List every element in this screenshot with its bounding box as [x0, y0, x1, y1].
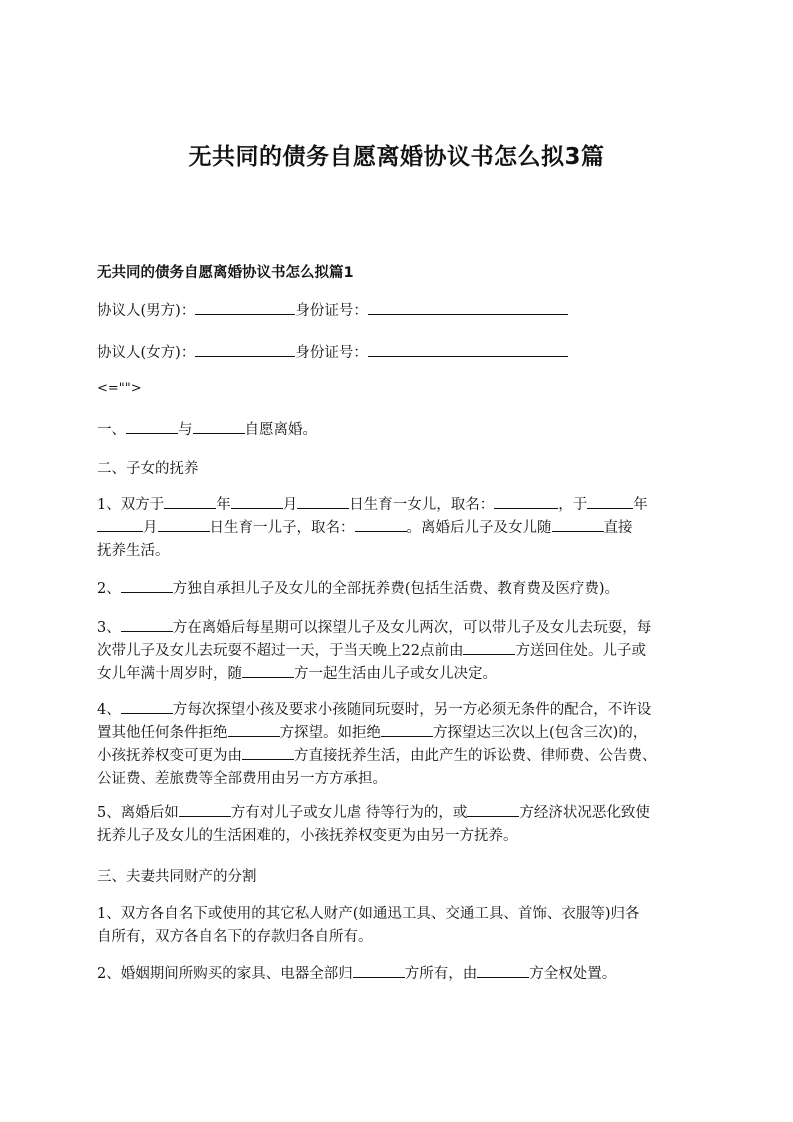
blank	[381, 735, 433, 737]
text: 方所有，由	[404, 966, 478, 982]
text: 方每次探望小孩及要求小孩随同玩耍时，另一方必须无条件的配合，不许设	[172, 702, 652, 718]
text: 方一起生活由儿子或女儿决定。	[294, 666, 497, 682]
blank	[126, 432, 178, 434]
blank	[552, 530, 604, 532]
blank	[228, 735, 280, 737]
blank	[477, 976, 529, 978]
line	[97, 663, 709, 686]
male-id-blank	[368, 313, 568, 315]
clause-2-5	[97, 802, 709, 848]
stray-markup: <="">	[97, 381, 142, 396]
blank	[587, 507, 633, 509]
line	[97, 617, 709, 640]
text: 3、	[97, 620, 121, 636]
text: 置其他任何条件拒绝	[97, 725, 228, 741]
text: 。离婚后儿子及女儿随	[406, 520, 552, 536]
blank	[179, 815, 231, 817]
clause-3-2	[97, 963, 709, 986]
blank	[121, 712, 173, 714]
blank	[158, 530, 210, 532]
female-party-label: 协议人(女方)：	[97, 345, 196, 361]
male-id-label: 身份证号：	[295, 303, 368, 319]
text: 次带儿子及女儿去玩耍不超过一天，于当天晚上22点前由	[97, 643, 464, 659]
line: 公证费、差旅费等全部费用由另一方方承担。	[97, 771, 387, 787]
blank	[353, 976, 405, 978]
text: 4、	[97, 702, 121, 718]
text: 月	[282, 497, 298, 513]
text: 2、婚姻期间所购买的家具、电器全部归	[97, 966, 353, 982]
clause-2-3	[97, 617, 709, 686]
clause-2-2	[97, 578, 709, 601]
document-title: 无共同的债务自愿离婚协议书怎么拟3篇	[188, 144, 605, 170]
section-title: 无共同的债务自愿离婚协议书怎么拟篇1	[97, 265, 354, 281]
blank	[355, 530, 407, 532]
line: 抚养儿子及女儿的生活困难的，小孩抚养权变更为由另一方抚养。	[97, 828, 518, 844]
text: 小孩抚养权变可更为由	[97, 748, 242, 764]
blank	[231, 507, 283, 509]
clause-1-b: 与	[178, 422, 193, 438]
female-party-line	[97, 342, 709, 365]
line	[97, 745, 709, 768]
blank	[97, 530, 143, 532]
line	[97, 640, 709, 663]
clause-1-a: 一、	[97, 422, 126, 438]
female-id-label: 身份证号：	[295, 345, 368, 361]
blank	[297, 507, 349, 509]
line: 自所有，双方各自名下的存款归各自所有。	[97, 929, 373, 945]
blank	[121, 591, 173, 593]
text: 日生育一女儿，取名：	[349, 497, 495, 513]
line	[97, 802, 709, 825]
blank	[164, 507, 216, 509]
male-party-label: 协议人(男方)：	[97, 303, 196, 319]
text: 方直接抚养生活，由此产生的诉讼费、律师费、公告费、	[294, 748, 657, 764]
text: 方送回住处。儿子或	[515, 643, 646, 659]
blank	[193, 432, 245, 434]
line	[97, 699, 709, 722]
text: 方在离婚后每星期可以探望儿子及女儿两次，可以带儿子及女儿去玩耍，每	[172, 620, 652, 636]
clause-1	[97, 419, 709, 442]
line: 1、双方各自名下或使用的其它私人财产(如通迅工具、交通工具、首饰、衣服等)归各	[97, 906, 640, 922]
text: ，于	[558, 497, 588, 513]
text: 年	[633, 497, 648, 513]
blank	[467, 815, 519, 817]
text: 方经济状况恶化致使	[519, 805, 650, 821]
text: 方探望达三次以上(包含三次)的，	[433, 725, 648, 741]
text: 方有对儿子或女儿虐 待等行为的，或	[230, 805, 468, 821]
line: 抚养生活。	[97, 543, 170, 559]
line	[97, 722, 709, 745]
clause-2-1	[97, 494, 709, 563]
text: 月	[143, 520, 158, 536]
text: 年	[216, 497, 231, 513]
text: 1、双方于	[97, 497, 165, 513]
text: 2、	[97, 581, 121, 597]
text: 日生育一儿子，取名：	[209, 520, 355, 536]
female-id-blank	[368, 355, 568, 357]
text: 女儿年满十周岁时，随	[97, 666, 242, 682]
text: 方探望。如拒绝	[279, 725, 381, 741]
male-name-blank	[195, 313, 295, 315]
text: 5、离婚后如	[97, 805, 179, 821]
male-party-line	[97, 300, 709, 323]
clause-1-c: 自愿离婚。	[244, 422, 317, 438]
text: 直接	[603, 520, 633, 536]
clause-2-4	[97, 699, 709, 791]
female-name-blank	[195, 355, 295, 357]
text: 方独自承担儿子及女儿的全部抚养费(包括生活费、教育费及医疗费)。	[172, 581, 620, 597]
blank	[242, 758, 294, 760]
heading-property-division: 三、夫妻共同财产的分割	[97, 869, 257, 885]
blank	[121, 630, 173, 632]
line	[97, 494, 709, 517]
text: 方全权处置。	[529, 966, 617, 982]
clause-3-1	[97, 903, 709, 949]
line	[97, 517, 709, 540]
blank	[242, 676, 294, 678]
heading-child-support: 二、子女的抚养	[97, 461, 199, 477]
blank	[463, 653, 515, 655]
blank	[494, 507, 558, 509]
